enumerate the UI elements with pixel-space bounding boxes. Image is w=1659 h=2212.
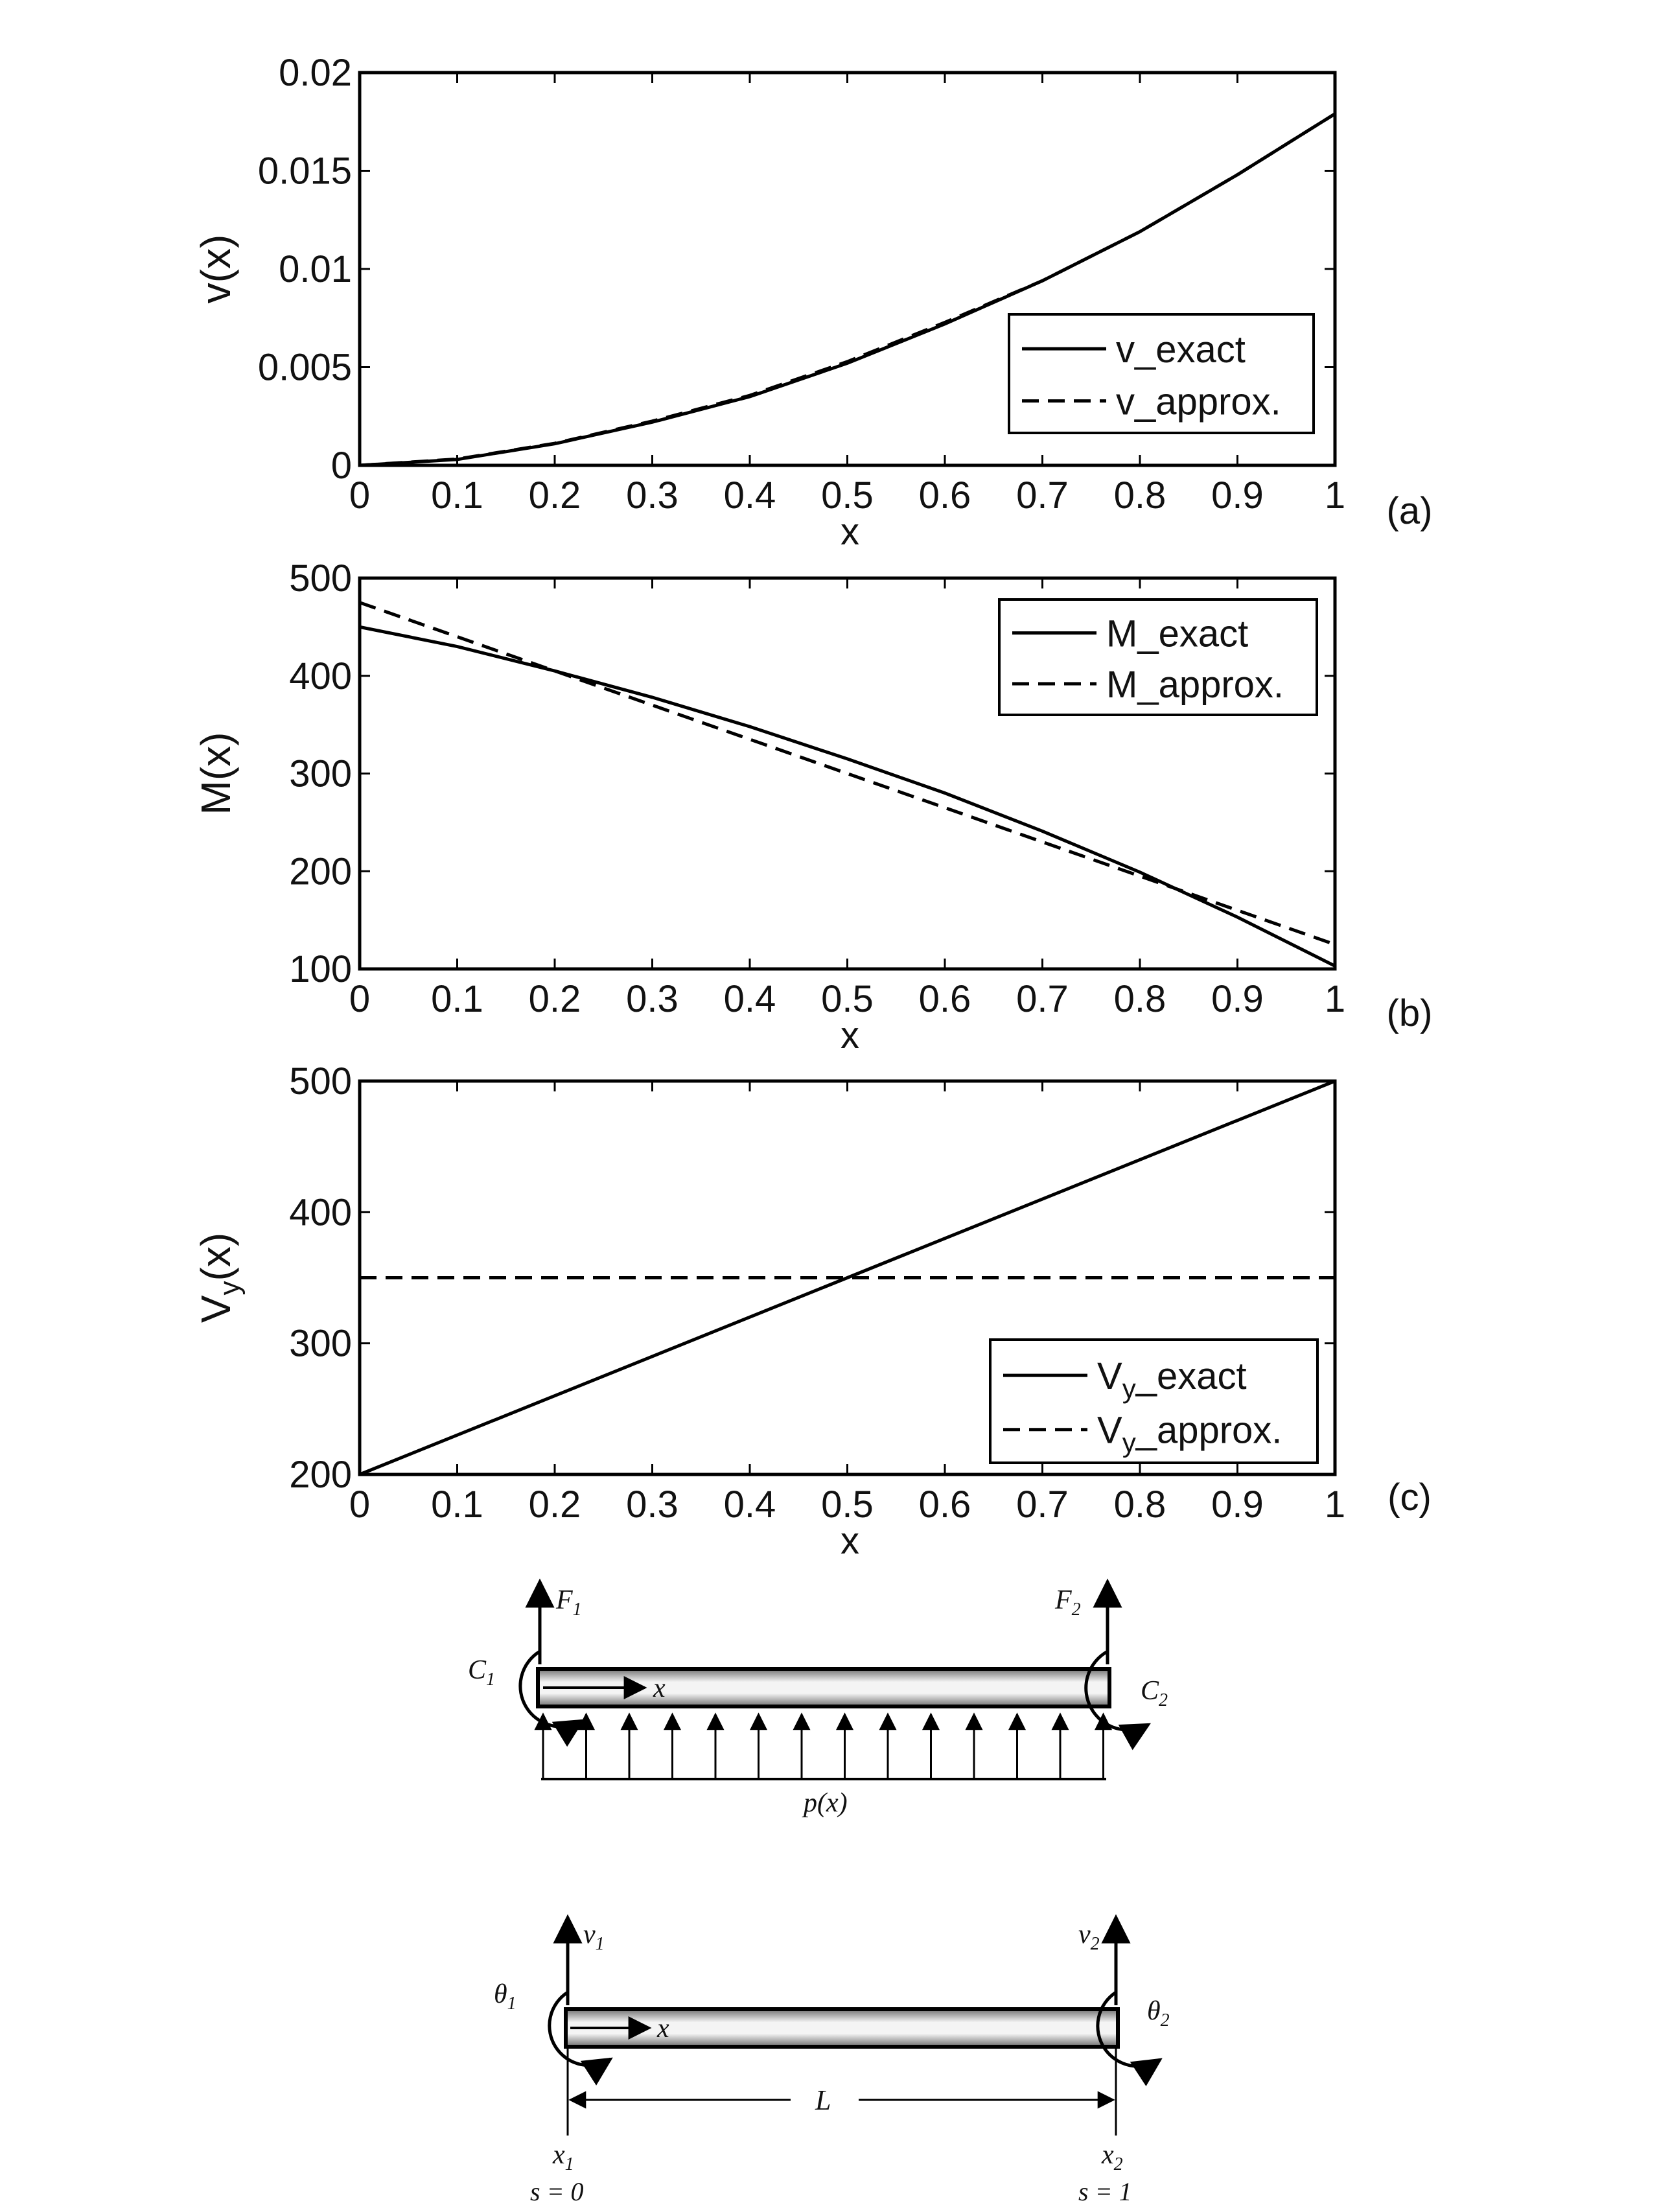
- y-tick-label: 200: [289, 1454, 352, 1496]
- x-tick-label: 0.8: [1113, 978, 1166, 1020]
- label-c1: $C_1$: [468, 1655, 496, 1690]
- y-tick-label: 400: [289, 655, 352, 697]
- legend-label: v_exact: [1116, 329, 1246, 371]
- y-tick-label: 0.015: [257, 150, 352, 192]
- legend-label: v_approx.: [1116, 380, 1281, 423]
- chart-panel-3: [192, 1060, 1432, 1562]
- distributed-load-arrows: [543, 1714, 1104, 1779]
- x-tick-label: 0.8: [1113, 474, 1166, 517]
- legend-label: M_approx.: [1106, 663, 1284, 706]
- y-tick-label: 0.02: [279, 52, 352, 94]
- label-x-bottom: x: [657, 2014, 669, 2043]
- y-tick-label: 0.01: [279, 248, 352, 290]
- y-tick-label: 0: [331, 445, 352, 487]
- chart-panel-1: [192, 52, 1432, 553]
- legend: [999, 600, 1317, 715]
- label-v2: $v_2$: [1078, 1920, 1100, 1954]
- x-tick-label: 0.9: [1211, 1484, 1264, 1526]
- panel-label: (c): [1387, 1476, 1432, 1519]
- label-v1: $v_1$: [583, 1920, 605, 1954]
- x-axis-label: x: [841, 1520, 859, 1562]
- y-tick-label: 400: [289, 1191, 352, 1234]
- legend-label: $V_y\_approx$.: [1097, 1409, 1282, 1458]
- x-tick-label: 0.4: [723, 474, 776, 517]
- charts-layer: [192, 52, 1432, 1562]
- x-tick-label: 0.7: [1016, 1484, 1069, 1526]
- y-tick-label: 0.005: [257, 346, 352, 389]
- label-theta1: $\theta_1$: [494, 1979, 516, 2014]
- panel-label: (b): [1386, 992, 1433, 1034]
- x-tick-label: 0: [349, 474, 371, 517]
- x-tick-label: 0.9: [1211, 474, 1264, 517]
- label-f1: $F_1$: [556, 1585, 582, 1620]
- y-tick-label: 300: [289, 1322, 352, 1365]
- x-tick-label: 0.4: [723, 978, 776, 1020]
- x-tick-label: 0.1: [431, 978, 483, 1020]
- legend-label: $V_y\_exact$: [1097, 1355, 1247, 1404]
- legend: [1009, 314, 1314, 433]
- x-axis-label: x: [841, 511, 859, 553]
- x-tick-label: 0.2: [528, 474, 581, 517]
- x-tick-label: 0.1: [431, 1484, 483, 1526]
- x-tick-label: 0.2: [528, 978, 581, 1020]
- label-x-top: x: [653, 1673, 666, 1703]
- y-tick-label: 200: [289, 850, 352, 893]
- x-tick-label: 0.2: [528, 1484, 581, 1526]
- x-tick-label: 0.6: [918, 474, 971, 517]
- x-tick-label: 1: [1324, 978, 1346, 1020]
- chart-panel-2: [192, 557, 1432, 1056]
- x-tick-label: 0.4: [723, 1484, 776, 1526]
- label-x1: $x_1$: [553, 2140, 574, 2174]
- y-axis-label: v(x): [192, 234, 239, 304]
- x-tick-label: 0.8: [1113, 1484, 1166, 1526]
- x-tick-label: 0.5: [821, 474, 874, 517]
- label-c2: $C_2$: [1141, 1676, 1168, 1710]
- beam-element-diagram: [494, 1917, 1170, 2206]
- label-length: L: [815, 2084, 831, 2116]
- x-tick-label: 0.3: [626, 978, 679, 1020]
- x-tick-label: 0.5: [821, 1484, 874, 1526]
- x-tick-label: 0.1: [431, 474, 483, 517]
- x-tick-label: 0.3: [626, 1484, 679, 1526]
- x-tick-label: 0.7: [1016, 474, 1069, 517]
- legend: [990, 1340, 1317, 1463]
- legend-label: M_exact: [1106, 612, 1249, 655]
- panel-label: (a): [1386, 490, 1433, 532]
- x-tick-label: 0: [349, 978, 371, 1020]
- x-axis-label: x: [841, 1014, 859, 1056]
- label-x2: $x_2$: [1102, 2140, 1123, 2174]
- y-axis-label: M(x): [192, 732, 239, 815]
- y-axis-label: $V_y(x)$: [192, 1232, 246, 1323]
- y-tick-label: 100: [289, 948, 352, 990]
- y-tick-label: 300: [289, 752, 352, 795]
- x-tick-label: 0: [349, 1484, 371, 1526]
- y-tick-label: 500: [289, 557, 352, 600]
- x-tick-label: 0.6: [918, 1484, 971, 1526]
- y-tick-label: 500: [289, 1060, 352, 1102]
- x-tick-label: 0.5: [821, 978, 874, 1020]
- label-f2: $F_2$: [1055, 1585, 1081, 1620]
- x-tick-label: 0.3: [626, 474, 679, 517]
- beam-load-diagram: [468, 1581, 1168, 1818]
- x-tick-label: 0.7: [1016, 978, 1069, 1020]
- x-tick-label: 1: [1324, 1484, 1346, 1526]
- label-load: p(x): [804, 1788, 848, 1818]
- x-tick-label: 0.6: [918, 978, 971, 1020]
- label-s0: s = 0: [530, 2177, 584, 2206]
- label-s1: s = 1: [1078, 2177, 1132, 2206]
- x-tick-label: 1: [1324, 474, 1346, 517]
- x-tick-label: 0.9: [1211, 978, 1264, 1020]
- label-theta2: $\theta_2$: [1147, 1996, 1170, 2031]
